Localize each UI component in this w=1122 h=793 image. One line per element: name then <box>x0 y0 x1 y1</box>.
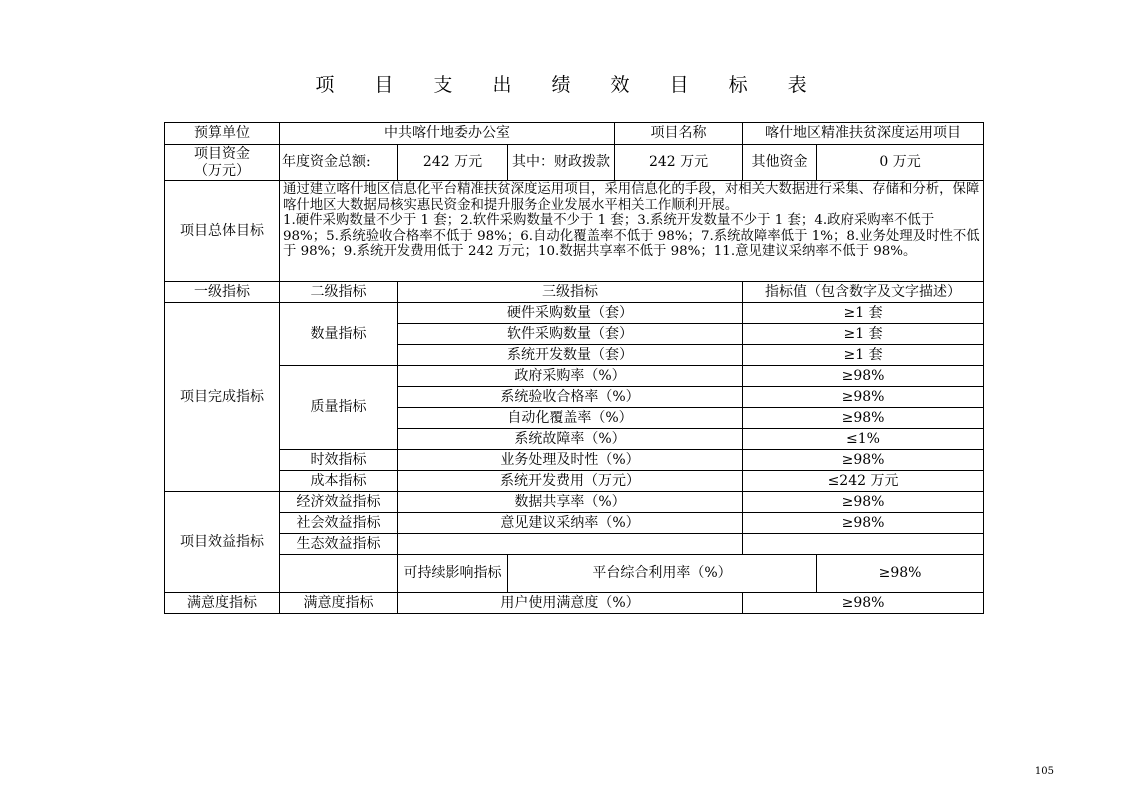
quantity-label: 数量指标 <box>280 303 398 366</box>
table-row <box>165 471 984 492</box>
indicator-name: 系统开发费用（万元） <box>398 471 743 492</box>
benefit-label: 项目效益指标 <box>165 492 280 593</box>
table-row <box>165 181 984 282</box>
indicator-name: 自动化覆盖率（%） <box>398 408 743 429</box>
cost-label: 成本指标 <box>280 471 398 492</box>
indicator-name: 平台综合利用率（%） <box>508 555 817 593</box>
page-title: 项 目 支 出 绩 效 目 标 表 <box>315 74 824 96</box>
indicator-value: ≥98% <box>743 593 984 614</box>
indicator-name: 数据共享率（%） <box>398 492 743 513</box>
empty-cell <box>398 534 743 555</box>
table-row <box>165 492 984 513</box>
empty-cell <box>743 534 984 555</box>
table-row <box>165 145 984 181</box>
ecological-label: 生态效益指标 <box>280 534 398 555</box>
funds-label: 项目资金 （万元） <box>165 145 280 181</box>
empty-cell <box>280 555 398 593</box>
table-row <box>165 555 984 593</box>
column-header-level2: 二级指标 <box>280 282 398 303</box>
table-row <box>165 123 984 145</box>
funds-fiscal-value: 242 万元 <box>615 145 743 181</box>
funds-total-label: 年度资金总额: <box>280 145 398 181</box>
quality-label: 质量指标 <box>280 366 398 450</box>
budget-unit-value: 中共喀什地委办公室 <box>280 123 615 145</box>
indicator-name: 用户使用满意度（%） <box>398 593 743 614</box>
social-label: 社会效益指标 <box>280 513 398 534</box>
indicator-value: ≥98% <box>743 513 984 534</box>
table-row <box>165 534 984 555</box>
indicator-value: ≥98% <box>743 492 984 513</box>
table-row <box>165 303 984 324</box>
economic-label: 经济效益指标 <box>280 492 398 513</box>
indicator-name: 系统验收合格率（%） <box>398 387 743 408</box>
satisfaction-sub-label: 满意度指标 <box>280 593 398 614</box>
indicator-value: ≥1 套 <box>743 303 984 324</box>
performance-target-table <box>164 122 984 614</box>
indicator-name: 政府采购率（%） <box>398 366 743 387</box>
indicator-name: 软件采购数量（套） <box>398 324 743 345</box>
goal-text: 通过建立喀什地区信息化平台精准扶贫深度运用项目，采用信息化的手段，对相关大数据进行采集、存储和分析，保障喀什地区大数据局核实惠民资金和提升服务企业发展水平相关工作顺利开展。 1.硬件采购数量不少于 1 套；2.软件采购数量不少于 1 套；3.系统开发数量不少于 1 套；4.政府采购率不低于 98%；5.系统验收合格率不低于 98%；6.自动化覆盖率不低于 98%；7.系统故障率低于 1%；8.业务处理及时性不低于 98%；9.系统开发费用低于 242 万元；10.数据共享率不低于 98%；11.意见建议采纳率不低于 98%。 <box>280 181 984 282</box>
column-header-value: 指标值（包含数字及文字描述） <box>743 282 984 303</box>
indicator-value: ≥98% <box>743 366 984 387</box>
column-header-level3: 三级指标 <box>398 282 743 303</box>
page-number: 105 <box>1034 766 1054 777</box>
budget-unit-label: 预算单位 <box>165 123 280 145</box>
satisfaction-label: 满意度指标 <box>165 593 280 614</box>
table-row <box>165 366 984 387</box>
completion-label: 项目完成指标 <box>165 303 280 492</box>
table-row <box>165 450 984 471</box>
indicator-name: 系统开发数量（套） <box>398 345 743 366</box>
funds-fiscal-label: 其中：财政拨款 <box>508 145 615 181</box>
project-name-label: 项目名称 <box>615 123 743 145</box>
table-row <box>165 282 984 303</box>
funds-other-label: 其他资金 <box>743 145 817 181</box>
timeliness-label: 时效指标 <box>280 450 398 471</box>
indicator-value: ≥98% <box>743 387 984 408</box>
indicator-value: ≥1 套 <box>743 345 984 366</box>
indicator-value: ≤1% <box>743 429 984 450</box>
indicator-name: 业务处理及时性（%） <box>398 450 743 471</box>
funds-total-value: 242 万元 <box>398 145 508 181</box>
indicator-value: ≥98% <box>743 450 984 471</box>
goal-label: 项目总体目标 <box>165 181 280 282</box>
indicator-name: 硬件采购数量（套） <box>398 303 743 324</box>
indicator-value: ≥98% <box>817 555 984 593</box>
funds-other-value: 0 万元 <box>817 145 984 181</box>
indicator-value: ≥1 套 <box>743 324 984 345</box>
table-row <box>165 593 984 614</box>
indicator-name: 系统故障率（%） <box>398 429 743 450</box>
table-row <box>165 513 984 534</box>
indicator-value: ≥98% <box>743 408 984 429</box>
column-header-level1: 一级指标 <box>165 282 280 303</box>
indicator-name: 意见建议采纳率（%） <box>398 513 743 534</box>
indicator-value: ≤242 万元 <box>743 471 984 492</box>
project-name-value: 喀什地区精准扶贫深度运用项目 <box>743 123 984 145</box>
sustainable-label: 可持续影响指标 <box>398 555 508 593</box>
